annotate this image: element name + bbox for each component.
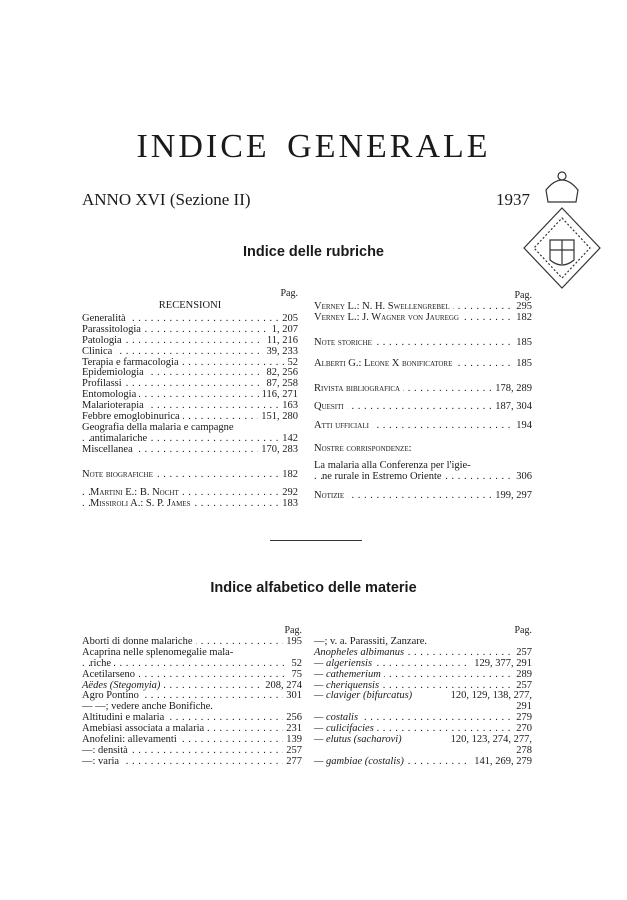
volume-label: ANNO XVI (Sezione II)	[82, 190, 251, 209]
page-column-label: Pag.	[514, 290, 532, 301]
list-item: . . . Patologia 11, 216	[82, 336, 298, 347]
rubriche-left-column	[82, 288, 298, 510]
list-item: . . . Note storiche 185	[314, 338, 532, 349]
list-item: . . . Martini E.: B. Nocht 292	[82, 488, 298, 499]
list-item: . . . Profilassi 87, 258	[82, 379, 298, 390]
page-column-label: Pag.	[284, 625, 302, 636]
list-item: . . . Notizie 199, 297	[314, 491, 532, 502]
list-item: . . . Aborti di donne malariche 195	[82, 637, 302, 648]
year-label: 1937	[496, 190, 530, 209]
list-item: Acaprina nelle splenomegalie mala-	[82, 648, 302, 659]
recensioni-heading: RECENSIONI	[158, 300, 222, 311]
list-item: . . . —: varia 277	[82, 757, 302, 768]
list-item: . . . riche 52	[82, 659, 302, 670]
list-item: . . . — algeriensis 129, 377, 291	[314, 659, 532, 670]
list-item: . . . Altitudini e malaria 256	[82, 713, 302, 724]
list-item: . . . Rivista bibliografica 178, 289	[314, 384, 532, 395]
list-item: . . . Generalità 205	[82, 314, 298, 325]
list-item: . . . —: densità 257	[82, 746, 302, 757]
nostre-corrispondenze-heading: Nostre corrispondenze:	[314, 444, 532, 455]
list-item: . . . ne rurale in Estremo Oriente 306	[314, 472, 532, 483]
list-item: Geografia della malaria e campagne	[82, 423, 298, 434]
list-item: . . . — gambiae (costalis) 141, 269, 279	[314, 757, 532, 768]
list-item: . . . Verney L.: J. Wagner von Jauregg 182	[314, 313, 532, 324]
list-item: . . . Agro Pontino 301	[82, 691, 302, 702]
list-item: 291	[314, 702, 532, 713]
list-item: . . . antimalariche 142	[82, 434, 298, 445]
materie-heading: Indice alfabetico delle materie	[210, 580, 417, 596]
list-item: . . . — cathemerium 289	[314, 670, 532, 681]
page-title: INDICE GENERALE	[136, 128, 491, 165]
crest-emblem-icon	[516, 160, 608, 310]
list-item: . . . Anofelini: allevamenti 139	[82, 735, 302, 746]
page-column-label: Pag.	[280, 288, 298, 299]
list-item: . . . — costalis 279	[314, 713, 532, 724]
page-column-label: Pag.	[514, 625, 532, 636]
list-item: . . . Anopheles albimanus 257	[314, 648, 532, 659]
list-item: . . . Febbre emoglobinurica 151, 280	[82, 412, 298, 423]
list-item: . . . Missiroli A.: S. P. James 183	[82, 499, 298, 510]
list-item: 278	[314, 746, 532, 757]
materie-left-column	[82, 625, 302, 768]
list-item: . . . Parassitologia 1, 207	[82, 325, 298, 336]
list-item: — claviger (bifurcatus) 120, 129, 138, 277,	[314, 690, 532, 702]
list-item: . . . Verney L.: N. H. Swellengrebel 295	[314, 302, 532, 313]
list-item: . . . — cheriquensis 257	[314, 681, 532, 692]
list-item: . . . Epidemiologia 82, 256	[82, 368, 298, 379]
rubriche-right-column	[314, 290, 532, 502]
list-item: —; v. a. Parassiti, Zanzare.	[314, 637, 532, 648]
list-item: . . . Clinica 39, 233	[82, 347, 298, 358]
rubriche-heading: Indice delle rubriche	[242, 244, 384, 260]
list-item: . . . Terapia e farmacologia 52	[82, 358, 298, 369]
list-item: . . . Atti ufficiali 194	[314, 421, 532, 432]
list-item: . . . Miscellanea 170, 283	[82, 445, 298, 456]
list-item: . . . — culicifacies 270	[314, 724, 532, 735]
list-item: . . . Aëdes (Stegomyia) 208, 274	[82, 681, 302, 692]
list-item: — —; vedere anche Bonifiche.	[82, 702, 302, 713]
list-item: . . . Amebiasi associata a malaria 231	[82, 724, 302, 735]
list-item: La malaria alla Conferenza per l'igie-	[314, 461, 532, 472]
section-divider	[270, 540, 362, 541]
list-item: . . . Malarioterapia 163	[82, 401, 298, 412]
list-item: — elutus (sacharovi) 120, 123, 274, 277,	[314, 734, 532, 746]
list-item: . . . Entomologia 116, 271	[82, 390, 298, 401]
list-item: . . . Alberti G.: Leone X bonificatore 185	[314, 359, 532, 370]
materie-right-column	[314, 625, 532, 768]
note-biografiche-item: . . . Note biografiche 182	[82, 470, 298, 481]
list-item: . . . Acetilarseno 75	[82, 670, 302, 681]
list-item: . . . Quesiti 187, 304	[314, 402, 532, 413]
